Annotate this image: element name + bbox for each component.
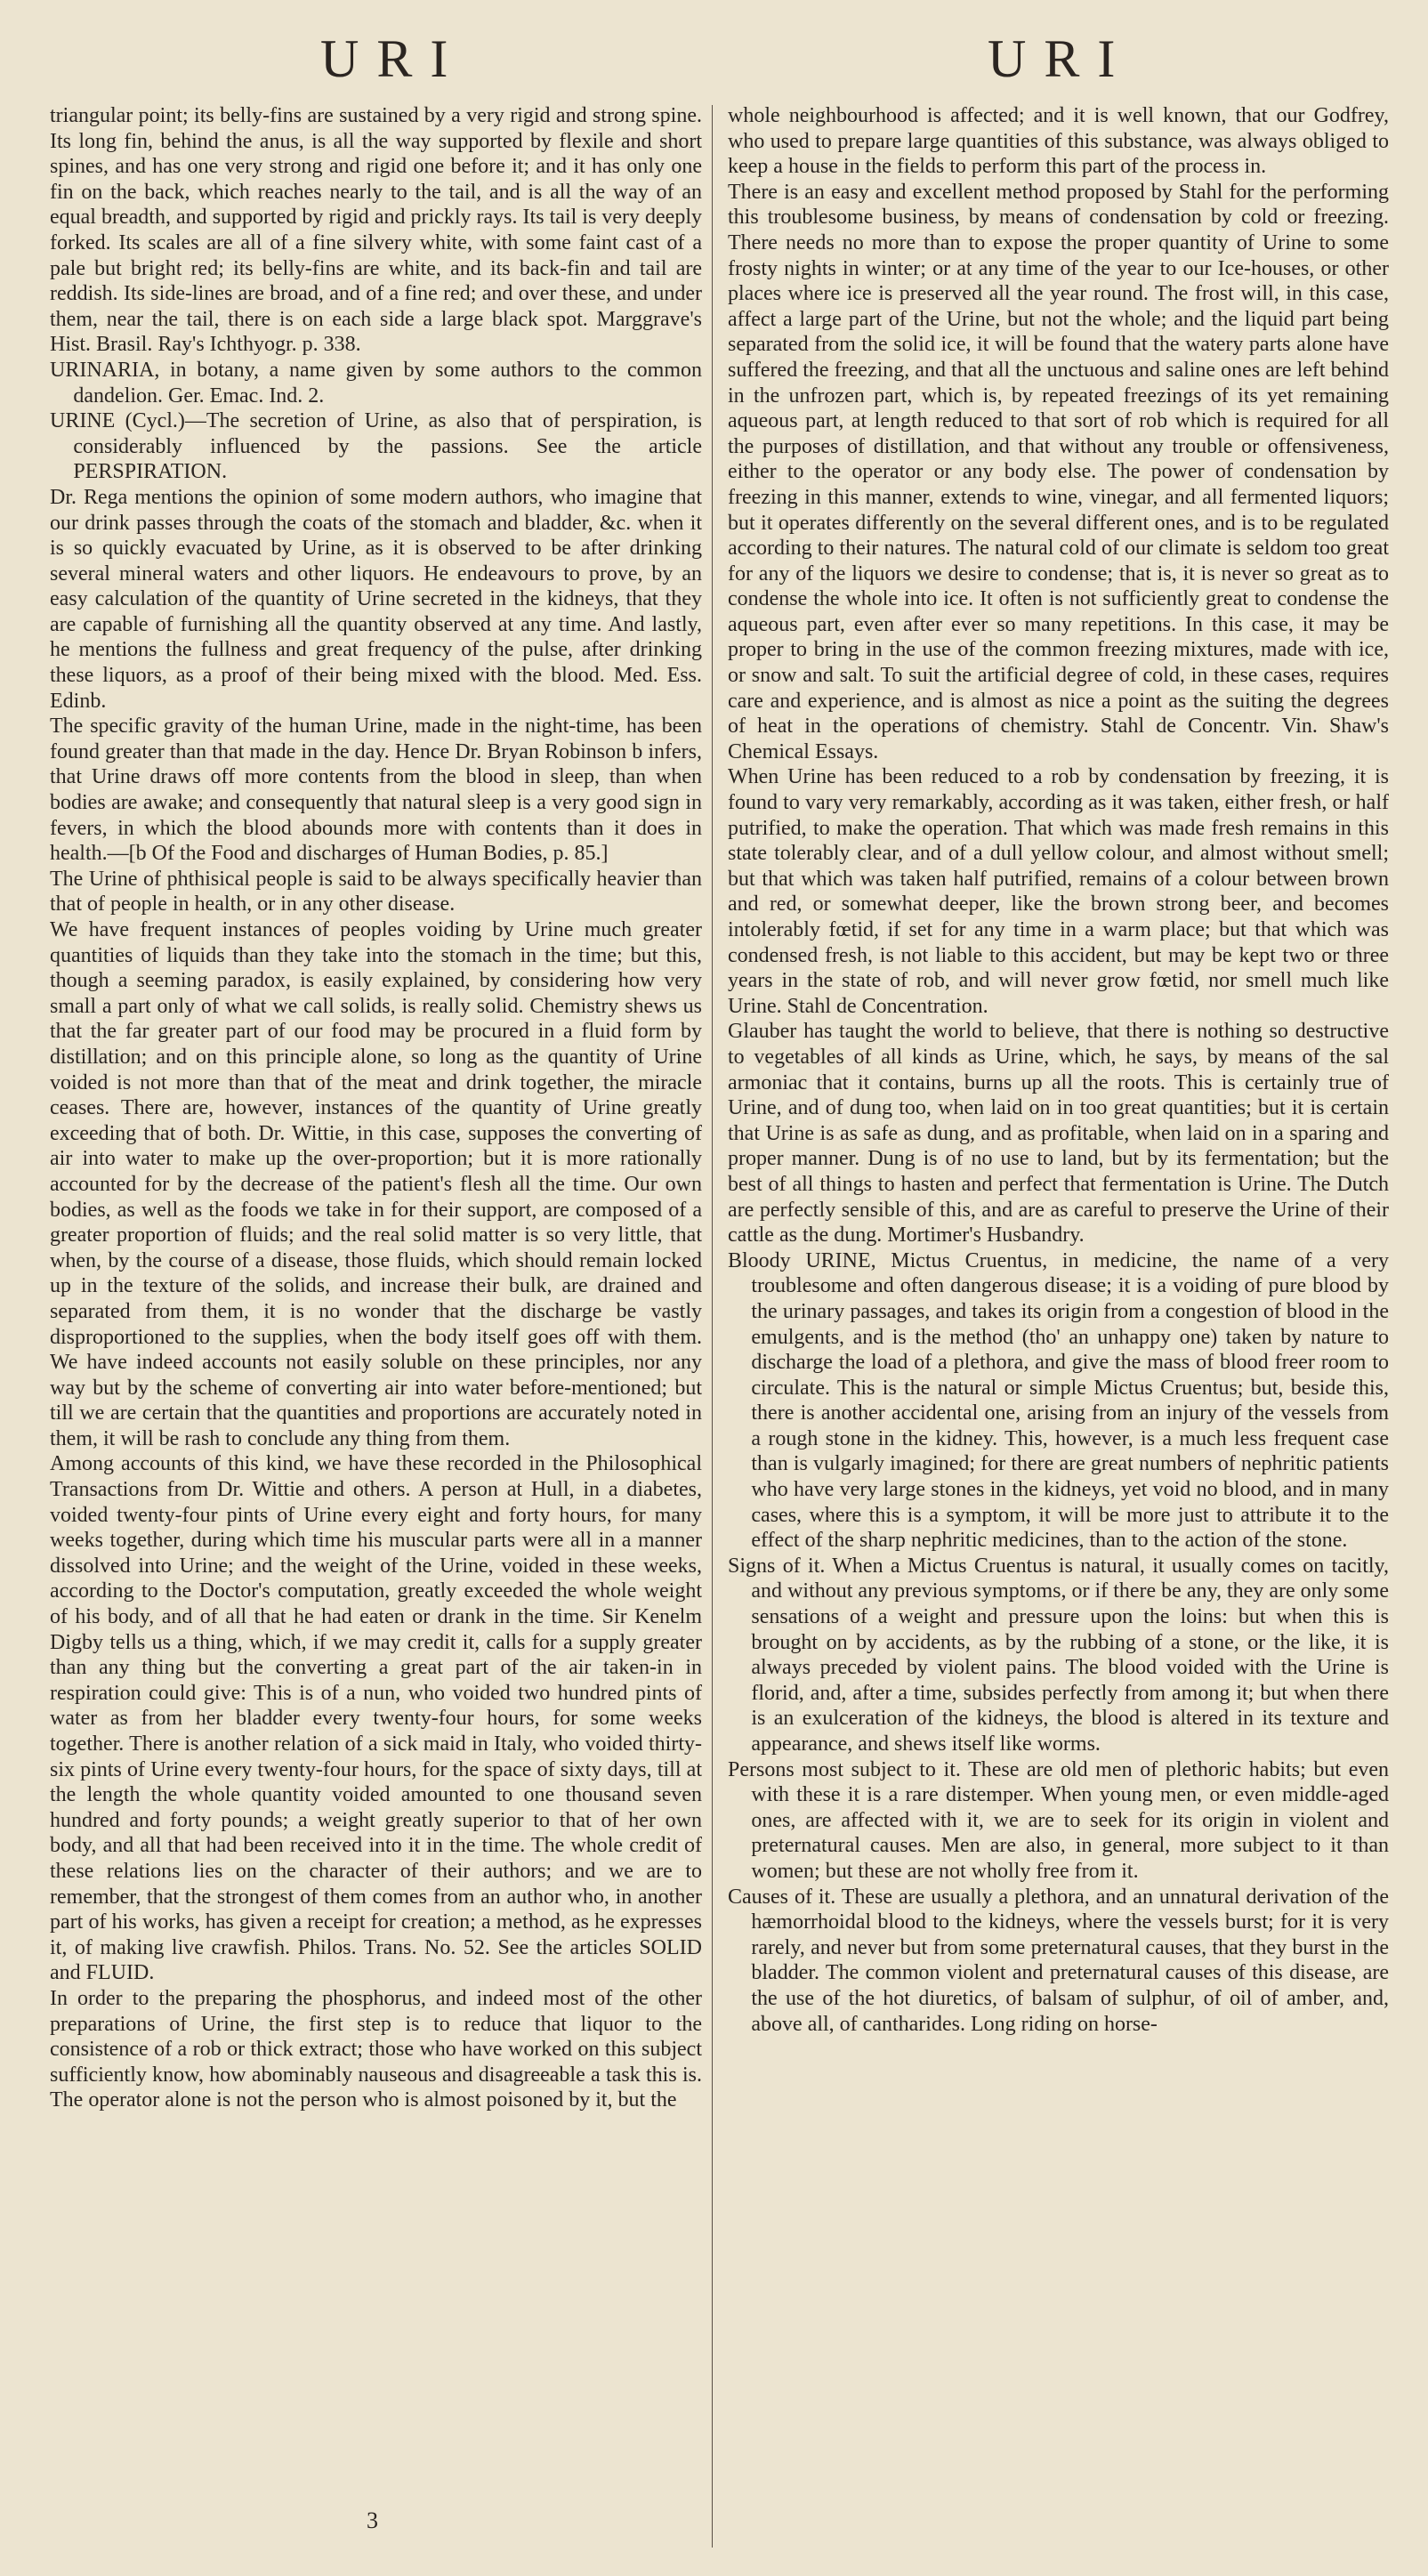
column-divider xyxy=(712,105,713,2548)
running-head-left: URI xyxy=(320,29,466,88)
paragraph: URINARIA, in botany, a name given by some authors to the common dandelion. Ger. Emac. Ind. 2. xyxy=(50,358,702,408)
paragraph: When Urine has been reduced to a rob by condensation by freezing, it is found to vary very remarkably, according as it was taken, either fresh, or half putrified, to make the operation. That which was made fresh remains in this state tolerably clear, and of a dull yellow colour, and almost without smell; but that which was taken half putrified, remains of a colour between brown and red, or somewhat deeper, like the brown strong beer, and becomes intolerably fœtid, if set for any time in a warm place; but that which was condensed fresh, is not liable to this accident, but may be kept two or three years in the state of rob, and will never grow fœtid, nor smell much like Urine. Stahl de Concentration. xyxy=(728,765,1389,1018)
paragraph: Dr. Rega mentions the opinion of some modern authors, who imagine that our drink passes through the coats of the stomach and bladder, &c. when it is so quickly evacuated by Urine, as it is observed to be after drinking several mineral waters and other liquors. He endeavours to prove, by an easy calculation of the quantity of Urine secreted in the kidneys, that they are capable of furnishing all the quantity observed at any time. And lastly, he mentions the fullness and great frequency of the pulse, after drinking these liquors, as a proof of their being mixed with the blood. Med. Ess. Edinb. xyxy=(50,485,702,713)
paragraph: Glauber has taught the world to believe, that there is nothing so destructive to vegetables of all kinds as Urine, which, he says, by means of the sal armoniac that it contains, burns up all the roots. This is certainly true of Urine, and of dung too, when laid on in too great quantities; but it is certain that Urine is as safe as dung, and as profitable, when laid on in a sparing and proper manner. Dung is of no use to land, but by its fermentation; but the best of all things to hasten and perfect that fermentation is Urine. The Dutch are perfectly sensible of this, and are as careful to preserve the Urine of their cattle as the dung. Mortimer's Husbandry. xyxy=(728,1020,1389,1248)
paragraph: triangular point; its belly-fins are sustained by a very rigid and strong spine. Its long fin, behind the anus, is all the way supported by flexile and short spines, and has one very strong and rigid one before it; and it has only one fin on the back, which reaches nearly to the tail, and is all the way of an equal breadth, and supported by rigid and prickly rays. Its tail is very deeply forked. Its scales are all of a fine silvery white, with some faint cast of a pale but bright red; its belly-fins are white, and its back-fin and tail are reddish. Its side-lines are broad, and of a fine red; and over these, and under them, near the tail, there is on each side a large black spot. Marggrave's Hist. Brasil. Ray's Ichthyogr. p. 338. xyxy=(50,104,702,357)
paragraph: Signs of it. When a Mictus Cruentus is natural, it usually comes on tacitly, and without any previous symptoms, or if there be any, they are only some sensations of a weight and pressure upon the loins: but when this is brought on by accidents, as by the rubbing of a stone, or the like, it is always preceded by violent pains. The blood voided with the Urine is florid, and, after a time, subsides perfectly from among it; but when there is an exulceration of the kidneys, the blood is altered in its texture and appearance, and shews itself like worms. xyxy=(728,1554,1389,1756)
right-column xyxy=(728,103,1389,2506)
paragraph: URINE (Cycl.)—The secretion of Urine, as also that of perspiration, is considerably influenced by the passions. See the article PERSPIRATION. xyxy=(50,409,702,484)
paragraph: Among accounts of this kind, we have these recorded in the Philosophical Transactions from Dr. Wittie and others. A person at Hull, in a diabetes, voided twenty-four pints of Urine every eight and forty hours, for many weeks together, during which time his muscular parts were all in a manner dissolved into Urine; and the weight of the Urine, voided in these weeks, according to the Doctor's computation, greatly exceeded the whole weight of his body, and of all that he had eaten or drank in the time. Sir Kenelm Digby tells us a thing, which, if we may credit it, calls for a supply greater than any thing but the converting a great part of the air taken-in in respiration could give: This is of a nun, who voided two hundred pints of water as from her bladder every twenty-four hours, for some weeks together. There is another relation of a sick maid in Italy, who voided thirty-six pints of Urine every twenty-four hours, for the space of sixty days, till at the length the whole quantity voided amounted to one thousand seven hundred and forty pounds; a weight greatly superior to that of her own body, and all that had been received into it in the time. The whole credit of these relations lies on the character of their authors; and we are to remember, that the strongest of them comes from an author who, in another part of his works, has given a receipt for creation; a method, as he expresses it, of making live crawfish. Philos. Trans. No. 52. See the articles SOLID and FLUID. xyxy=(50,1452,702,1985)
left-column xyxy=(50,103,702,2506)
paragraph: The Urine of phthisical people is said to be always specifically heavier than that of people in health, or in any other disease. xyxy=(50,867,702,917)
paragraph: There is an easy and excellent method proposed by Stahl for the performing this troublesome business, by means of condensation by cold or freezing. There needs no more than to expose the proper quantity of Urine to some frosty nights in winter; or at any time of the year to our Ice-houses, or other places where ice is preserved all the year round. The frost will, in this case, affect a large part of the Urine, but not the whole; and the liquid part being separated from the solid ice, it will be found that the watery parts alone have suffered the freezing, and that all the unctuous and saline ones are left behind in the unfrozen part, which is, by repeated freezings of its yet remaining aqueous part, at length reduced to that sort of rob which is required for all the purposes of distillation, and that without any trouble or offensiveness, either to the operator or any body else. The power of condensation by freezing in this manner, extends to wine, vinegar, and all fermented liquors; but it operates differently on the several different ones, and is to be regulated according to their natures. The natural cold of our climate is seldom too great for any of the liquors we desire to condense; that is, it is never so great as to condense the whole into ice. It often is not sufficiently great to condense the aqueous part, even after ever so many repetitions. In this case, it may be proper to bring in the use of the common freezing mixtures, made with ice, or snow and salt. To suit the artificial degree of cold, in these cases, requires care and experience, and is almost as nice a point as the suiting the degrees of heat in the operations of chemistry. Stahl de Concentr. Vin. Shaw's Chemical Essays. xyxy=(728,180,1389,763)
paragraph: whole neighbourhood is affected; and it is well known, that our Godfrey, who used to prepare large quantities of this substance, was always obliged to keep a house in the fields to perform this part of the process in. xyxy=(728,104,1389,179)
paragraph: Bloody URINE, Mictus Cruentus, in medicine, the name of a very troublesome and often dangerous disease; it is a voiding of pure blood by the urinary passages, and takes its origin from a congestion of blood in the emulgents, and is the method (tho' an unhappy one) taken by nature to discharge the load of a plethora, and give the mass of blood freer room to circulate. This is the natural or simple Mictus Cruentus; but, beside this, there is another accidental one, arising from an injury of the vessels from a rough stone in the kidney. This, however, is a much less frequent case than is vulgarly imagined; for there are great numbers of nephritic patients who have very large stones in the kidneys, yet void no blood, and in many cases, where this is a symptom, it will be more just to attribute it to the effect of the sharp nephritic medicines, than to the action of the stone. xyxy=(728,1248,1389,1553)
paragraph: Persons most subject to it. These are old men of plethoric habits; but even with these it is a rare distemper. When young men, or even middle-aged ones, are affected with it, we are to seek for its origin in violent and preternatural causes. Men are also, in general, more subject to it than women; but these are not wholly free from it. xyxy=(728,1757,1389,1883)
paragraph: In order to the preparing the phosphorus, and indeed most of the other preparations of Urine, the first step is to reduce that liquor to the consistence of a rob or thick extract; those who have worked on this subject sufficiently know, how abominably nauseous and disagreeable a task this is. The operator alone is not the person who is almost poisoned by it, but the xyxy=(50,1986,702,2112)
paragraph: We have frequent instances of peoples voiding by Urine much greater quantities of liquids than they take into the stomach in the time; but this, though a seeming paradox, is easily explained, by considering how very small a part only of what we call solids, is really solid. Chemistry shews us that the far greater part of our food may be procured in a fluid form by distillation; and on this principle alone, so long as the quantity of Urine voided is not more than that of the meat and drink together, the miracle ceases. There are, however, instances of the quantity of Urine greatly exceeding that of both. Dr. Wittie, in this case, supposes the converting of air into water to make up the over-proportion; but it is more rationally accounted for by the decrease of the patient's flesh all the time. Our own bodies, as well as the foods we take in for their support, are composed of a greater proportion of fluids; and the real solid matter is so very little, that when, by the course of a disease, those fluids, which should remain locked up in the texture of the solids, and increase their bulk, are drained and separated from them, it is no wonder that the discharge be vastly disproportioned to the supplies, when the body itself goes off with them. We have indeed accounts not easily soluble on these principles, nor any way but by the scheme of converting air into water before-mentioned; but till we are certain that the quantities and proportions are accurately noted in them, it will be rash to conclude any thing from them. xyxy=(50,918,702,1450)
running-head-right: URI xyxy=(988,29,1134,88)
paragraph: Causes of it. These are usually a plethora, and an unnatural derivation of the hæmorrhoidal blood to the kidneys, where the vessels burst; for it is very rarely, and never but from some preternatural causes, that they burst in the bladder. The common violent and preternatural causes of this disease, are the use of the hot diuretics, of balsam of sulphur, of oil of amber, and, above all, of cantharides. Long riding on horse- xyxy=(728,1885,1389,2036)
paragraph: The specific gravity of the human Urine, made in the night-time, has been found greater than that made in the day. Hence Dr. Bryan Robinson b infers, that Urine draws off more contents from the blood in sleep, than when bodies are awake; and consequently that natural sleep is a very good sign in fevers, in which the blood abounds more with contents than it does in health.—[b Of the Food and discharges of Human Bodies, p. 85.] xyxy=(50,715,702,866)
signature-mark: 3 xyxy=(367,2507,378,2533)
